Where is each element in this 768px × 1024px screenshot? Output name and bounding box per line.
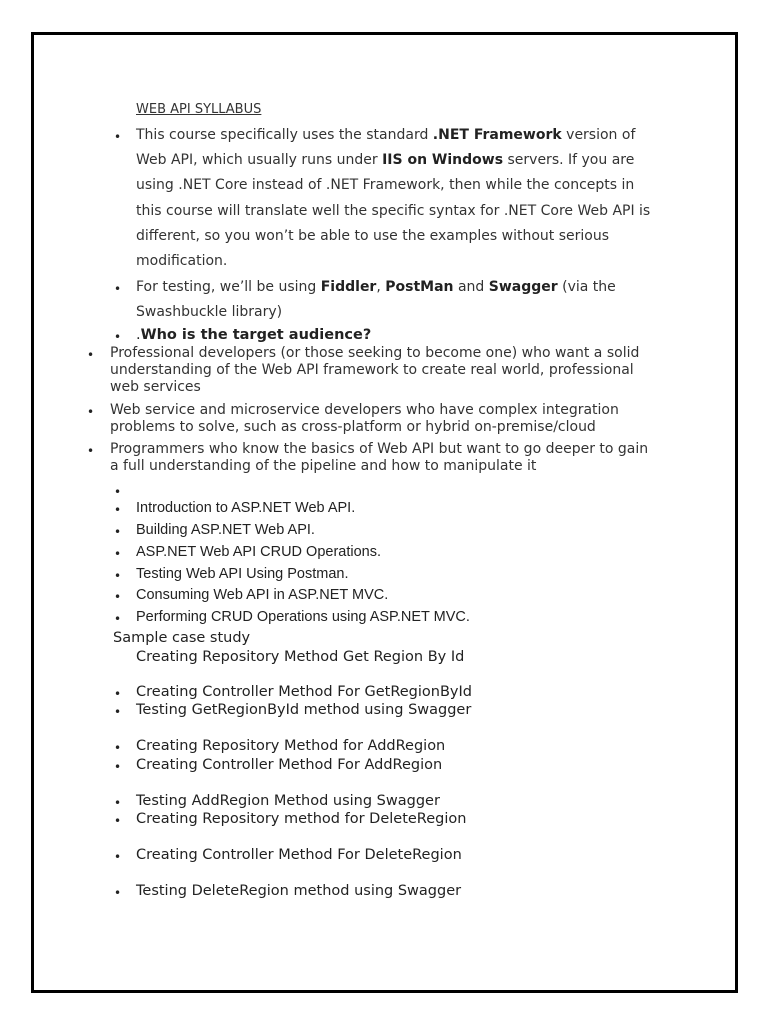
audience-item-line: problems to solve, such as cross-platform or hybrid on-premise/cloud	[110, 419, 596, 435]
case-study-first-item: Creating Repository Method Get Region By Id	[136, 649, 465, 665]
intro-line	[136, 303, 282, 321]
topic-marker: •	[114, 525, 122, 539]
audience-bullet-marker: •	[114, 330, 122, 344]
case-study-item: Creating Controller Method For AddRegion	[136, 757, 443, 773]
topic-item: Consuming Web API in ASP.NET MVC.	[136, 587, 389, 603]
case-study-marker: •	[114, 741, 122, 755]
bold-term: .NET Framework	[432, 127, 562, 143]
text-run: For testing, we’ll be using	[136, 279, 321, 295]
audience-item-marker: •	[87, 405, 95, 419]
audience-item-line: a full understanding of the pipeline and how to manipulate it	[110, 458, 537, 474]
case-study-marker: •	[114, 760, 122, 774]
text-run: ,	[376, 279, 386, 295]
audience-item-marker: •	[87, 444, 95, 458]
text-run: (via the	[557, 279, 616, 295]
intro-line	[136, 227, 609, 245]
bold-term: Fiddler	[320, 279, 377, 295]
text-run: and	[453, 279, 489, 295]
topic-item: ASP.NET Web API CRUD Operations.	[136, 544, 381, 560]
intro-line	[136, 151, 634, 169]
bold-term: IIS on Windows	[382, 152, 504, 169]
case-study-item: Testing GetRegionById method using Swagger	[136, 702, 472, 718]
case-study-item: Creating Controller Method For GetRegionById	[136, 684, 472, 700]
case-study-marker: •	[114, 814, 122, 828]
case-study-marker: •	[114, 705, 122, 719]
audience-item-line: web services	[110, 379, 201, 395]
topic-item: Testing Web API Using Postman.	[136, 566, 349, 582]
topic-marker: •	[114, 485, 122, 499]
case-study-item: Testing DeleteRegion method using Swagger	[136, 883, 462, 899]
case-study-marker: •	[114, 886, 122, 900]
case-study-item: Creating Repository Method for AddRegion	[136, 738, 446, 754]
intro-line	[136, 278, 616, 296]
text-run: using .NET Core instead of .NET Framework, then while the concepts in	[136, 177, 635, 194]
topic-marker: •	[114, 503, 122, 517]
text-run: Web API, which usually runs under	[136, 152, 383, 169]
bold-term: PostMan	[385, 279, 454, 295]
topic-marker: •	[114, 569, 122, 583]
topic-marker: •	[114, 590, 122, 604]
intro-line	[136, 176, 634, 194]
case-study-title: Sample case study	[113, 630, 251, 646]
audience-item-line: understanding of the Web API framework to create real world, professional	[110, 362, 634, 378]
intro-line	[136, 202, 650, 220]
topic-marker: •	[114, 612, 122, 626]
text-run: This course specifically uses the standard	[136, 127, 433, 143]
audience-item-line: Professional developers (or those seeking to become one) who want a solid	[110, 345, 640, 361]
audience-item-line: Programmers who know the basics of Web API but want to go deeper to gain	[110, 441, 649, 457]
case-study-marker: •	[114, 796, 122, 810]
topic-item: Building ASP.NET Web API.	[136, 522, 315, 538]
text-run: this course will translate well the specific syntax for .NET Core Web API is	[136, 202, 651, 219]
case-study-marker: •	[114, 687, 122, 701]
audience-question-row	[136, 326, 371, 344]
audience-prefix: .	[136, 327, 141, 343]
intro-line	[136, 252, 227, 270]
text-run: different, so you won’t be able to use the examples without serious	[136, 227, 610, 244]
text-run: servers. If you are	[503, 152, 635, 169]
audience-item-marker: •	[87, 348, 95, 362]
case-study-marker: •	[114, 850, 122, 864]
bold-term: Swagger	[488, 279, 558, 295]
audience-item-line: Web service and microservice developers who have complex integration	[110, 402, 619, 418]
case-study-item: Creating Controller Method For DeleteRegion	[136, 847, 462, 863]
topic-item: Introduction to ASP.NET Web API.	[136, 500, 356, 516]
intro-line	[136, 126, 635, 144]
text-run: version of	[561, 127, 636, 143]
audience-question: Who is the target audience?	[140, 327, 372, 343]
topic-marker: •	[114, 547, 122, 561]
syllabus-heading: WEB API SYLLABUS	[136, 102, 262, 117]
intro-bullet-marker: •	[114, 282, 122, 296]
text-run: Swashbuckle library)	[136, 304, 283, 321]
text-run: modification.	[136, 253, 228, 269]
intro-bullet-marker: •	[114, 130, 122, 144]
case-study-item: Testing AddRegion Method using Swagger	[136, 793, 440, 809]
topic-item: Performing CRUD Operations using ASP.NET MVC.	[136, 609, 470, 625]
case-study-item: Creating Repository method for DeleteRegion	[136, 811, 467, 827]
